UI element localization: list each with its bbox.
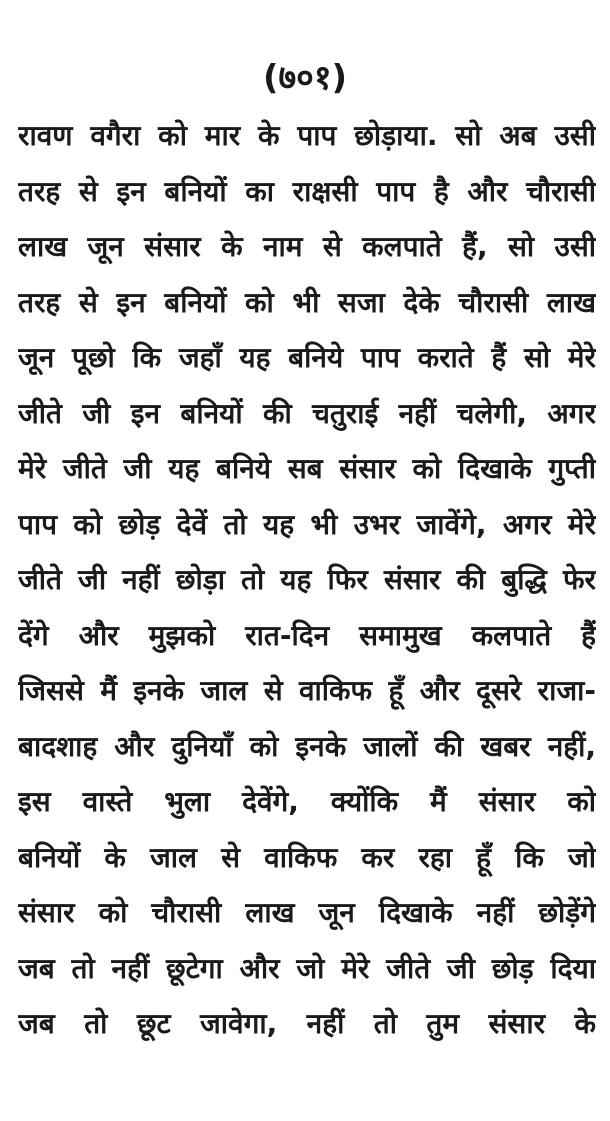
- text-line-6: जीते जी इन बनियों की चतुराई नहीं चलेगी, अगर: [18, 396, 596, 430]
- text-line-14: बनियों के जाल से वाकिफ कर रहा हूँ कि जो: [18, 840, 596, 874]
- text-line-2: तरह से इन बनियों का राक्षसी पाप है और चौरासी: [18, 174, 596, 208]
- text-line-13: इस वास्ते भुला देवेंगे, क्योंकि मैं संसार को: [18, 785, 596, 818]
- text-line-8: पाप को छोड़ देवें तो यह भी उभर जावेंगे, अगर मेरे: [18, 507, 596, 541]
- text-line-3: लाख जून संसार के नाम से कलपाते हैं, सो उसी: [18, 230, 596, 263]
- body-text: [18, 108, 596, 1052]
- text-line-5: जून पूछो कि जहाँ यह बनिये पाप कराते हैं सो मेरे: [18, 341, 596, 374]
- text-line-9: जीते जी नहीं छोड़ा तो यह फिर संसार की बुद्धि फेर: [18, 563, 596, 596]
- text-line-17: जब तो छूट जावेगा, नहीं तो तुम संसार के: [18, 1007, 596, 1040]
- text-line-11: जिससे मैं इनके जाल से वाकिफ हूँ और दूसरे राजा-: [18, 674, 596, 707]
- text-line-10: देंगे और मुझको रात-दिन समामुख कलपाते हैं: [18, 618, 596, 652]
- text-line-12: बादशाह और दुनियाँ को इनके जालों की खबर नहीं,: [18, 729, 596, 763]
- text-line-4: तरह से इन बनियों को भी सजा देके चौरासी लाख: [18, 285, 596, 319]
- text-line-1: रावण वगैरा को मार के पाप छोड़ाया. सो अब उसी: [18, 119, 596, 152]
- text-line-15: संसार को चौरासी लाख जून दिखाके नहीं छोड़ेंगे: [18, 896, 596, 929]
- text-line-7: मेरे जीते जी यह बनिये सब संसार को दिखाके गुप्ती: [18, 452, 596, 485]
- page-number: (७०१): [262, 58, 348, 98]
- text-line-16: जब तो नहीं छूटेगा और जो मेरे जीते जी छोड़ दिया: [18, 951, 596, 985]
